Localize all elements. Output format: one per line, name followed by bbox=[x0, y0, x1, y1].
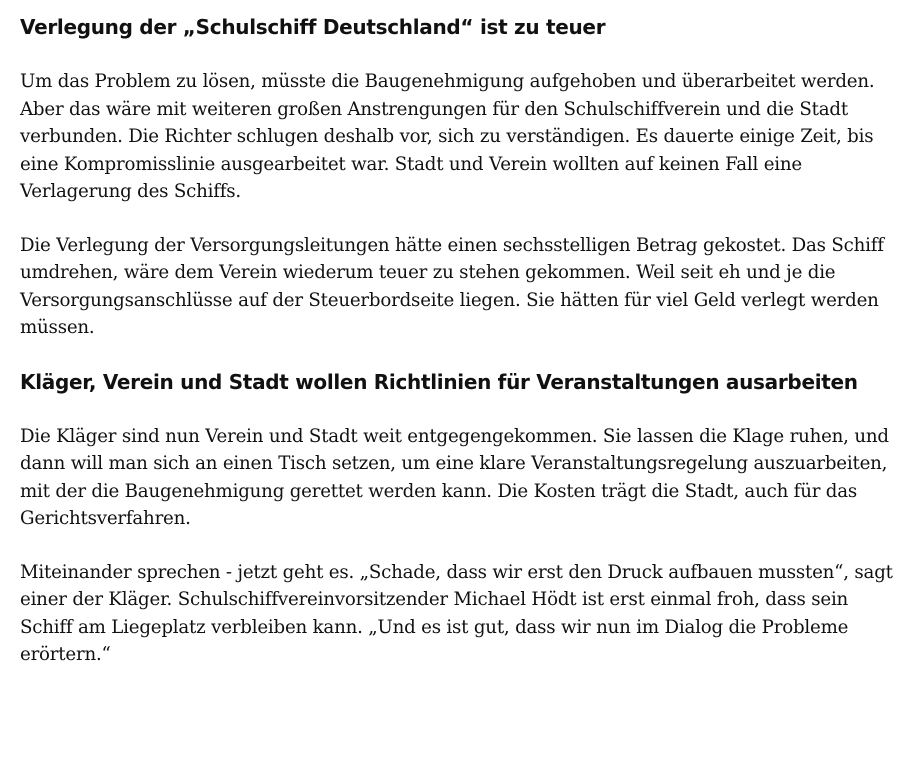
paragraph-supply-lines: Die Verlegung der Versorgungsleitungen hätte einen sechsstelligen Betrag gekostet. Das Schiff umdrehen, wäre dem Verein wiederum teuer zu stehen gekommen. Weil seit eh und je die Versorgungsanschlüsse auf der Steuerbordseite liegen. Sie hätten für viel Geld verlegt werden müssen. bbox=[20, 234, 884, 338]
section-heading-relocation-cost: Verlegung der „Schulschiff Deutschland“ ist zu teuer bbox=[20, 15, 606, 39]
paragraph-building-permit: Um das Problem zu lösen, müsste die Baugenehmigung aufgehoben und überarbeitet werden. Aber das wäre mit weiteren großen Anstrengungen für den Schulschiffverein und die Stadt verbunden. Die Richter schlugen deshalb vor, sich zu verständigen. Es dauerte einige Zeit, bis eine Kompromisslinie ausgearbeitet war. Stadt und Verein wollten auf keinen Fall eine Verlagerung des Schiffs. bbox=[20, 71, 875, 202]
section-heading-event-guidelines: Kläger, Verein und Stadt wollen Richtlinien für Veranstaltungen ausarbeiten bbox=[20, 369, 858, 394]
paragraph-dialogue-quote: Miteinander sprechen - jetzt geht es. „Schade, dass wir erst den Druck aufbauen mussten“, sagt einer der Kläger. Schulschiffvereinvorsitzender Michael Hödt ist erst einmal froh, dass sein Schiff am Liegeplatz verbleiben kann. „Und es ist gut, dass wir nun im Dialog die Probleme erörtern.“ bbox=[20, 561, 893, 665]
paragraph-plaintiffs-agreement: Die Kläger sind nun Verein und Stadt weit entgegengekommen. Sie lassen die Klage ruhen, und dann will man sich an einen Tisch setzen, um eine klare Veranstaltungsregelung auszuarbeiten, mit der die Baugenehmigung gerettet werden kann. Die Kosten trägt die Stadt, auch für das Gerichtsverfahren. bbox=[20, 425, 889, 529]
